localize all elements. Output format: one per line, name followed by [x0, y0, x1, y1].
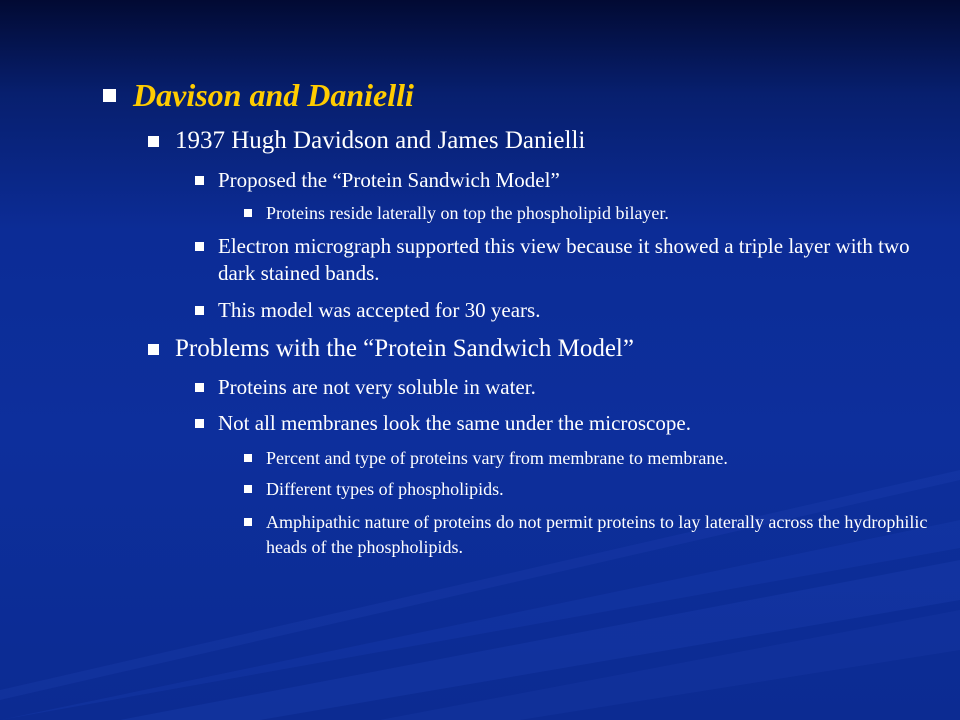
bullet-text: 1937 Hugh Davidson and James Danielli: [175, 127, 586, 154]
bullet-item: [266, 201, 946, 226]
square-bullet-icon: [244, 485, 252, 493]
bullet-text: This model was accepted for 30 years.: [218, 298, 541, 322]
heading-text: Davison and Danielli: [133, 77, 414, 113]
square-bullet-icon: [244, 518, 252, 526]
slide-heading: [133, 77, 414, 114]
square-bullet-icon: [244, 454, 252, 462]
square-bullet-icon: [148, 136, 159, 147]
bullet-text: Percent and type of proteins vary from membrane to membrane.: [266, 448, 728, 468]
bullet-text: Problems with the “Protein Sandwich Model”: [175, 335, 634, 362]
bullet-item: [218, 233, 928, 287]
bullet-text: Not all membranes look the same under the microscope.: [218, 411, 691, 435]
square-bullet-icon: [195, 419, 204, 428]
bullet-item: [218, 167, 928, 194]
bullet-item: [266, 477, 946, 502]
square-bullet-icon: [103, 89, 116, 102]
square-bullet-icon: [148, 344, 159, 355]
bullet-item: [218, 374, 928, 401]
bullet-text: Proteins are not very soluble in water.: [218, 375, 536, 399]
bullet-item: [218, 410, 928, 437]
square-bullet-icon: [195, 176, 204, 185]
bullet-item: [175, 335, 634, 363]
square-bullet-icon: [195, 383, 204, 392]
bullet-item: [175, 127, 585, 155]
bullet-text: Proteins reside laterally on top the phospholipid bilayer.: [266, 203, 669, 223]
bullet-item: [218, 297, 928, 324]
bullet-text: Amphipathic nature of proteins do not permit proteins to lay laterally across the hydrophilic heads of the phospholipids.: [266, 512, 928, 557]
bullet-text: Proposed the “Protein Sandwich Model”: [218, 168, 560, 192]
bullet-text: Different types of phospholipids.: [266, 479, 504, 499]
square-bullet-icon: [244, 209, 252, 217]
bullet-text: Electron micrograph supported this view because it showed a triple layer with two dark stained bands.: [218, 234, 910, 285]
square-bullet-icon: [195, 306, 204, 315]
square-bullet-icon: [195, 242, 204, 251]
bullet-item: [266, 446, 946, 471]
bullet-item: [266, 510, 946, 560]
